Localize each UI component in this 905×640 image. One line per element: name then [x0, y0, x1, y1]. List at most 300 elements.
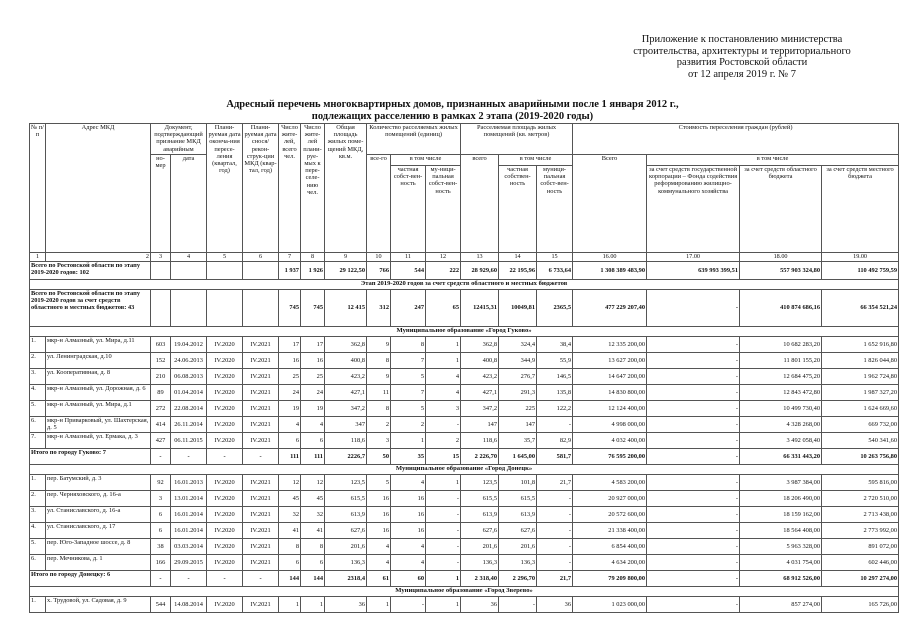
header-area-resettled: Расселяемая площадь жилых помещений (кв. метров)	[461, 124, 573, 155]
row-value: 324,4	[499, 337, 537, 353]
row-value: 29 122,50	[325, 262, 367, 280]
row-value	[243, 262, 279, 280]
row-value: 627,6	[461, 523, 499, 539]
row-value: 4 634 200,00	[573, 555, 647, 571]
row-value: 201,6	[325, 539, 367, 555]
row-value: 201,6	[499, 539, 537, 555]
row-value: 118,6	[461, 433, 499, 449]
row-value: 6	[151, 523, 171, 539]
row-value: 222	[426, 262, 461, 280]
row-value: 35	[391, 449, 426, 465]
row-value: IV.2020	[207, 555, 243, 571]
table-row	[30, 417, 899, 433]
header-row	[30, 155, 899, 166]
row-value: 118,6	[325, 433, 367, 449]
header-area-incl: в том числе	[499, 155, 573, 166]
municipality-title-row	[30, 327, 899, 337]
row-value: 17	[279, 337, 301, 353]
appendix-note	[617, 34, 867, 80]
row-value: 29.09.2015	[171, 555, 207, 571]
row-value: 17	[301, 337, 325, 353]
row-value: 581,7	[537, 449, 573, 465]
row-value: 110 492 759,59	[822, 262, 899, 280]
row-value: -	[647, 337, 740, 353]
row-value: 603	[151, 337, 171, 353]
row-number: 1.	[30, 597, 46, 613]
row-value: 347	[325, 417, 367, 433]
row-value: IV.2021	[243, 507, 279, 523]
row-value: 10049,81	[499, 290, 537, 327]
row-value: 414	[151, 417, 171, 433]
row-value: 4	[391, 539, 426, 555]
row-value: 6 733,64	[537, 262, 573, 280]
row-value: 66 354 521,24	[822, 290, 899, 327]
row-value	[171, 262, 207, 280]
row-value: 477 229 207,40	[573, 290, 647, 327]
row-value: -	[151, 571, 171, 587]
row-value: 400,8	[325, 353, 367, 369]
row-value: -	[647, 475, 740, 491]
header-fund: за счет средств государственной корпорации – Фонда содействия реформированию жилищно-коммунального хозяйства	[647, 166, 740, 253]
row-value: 26.11.2014	[171, 417, 207, 433]
row-value: 3	[367, 433, 391, 449]
column-number: 12	[426, 253, 461, 262]
row-value: 92	[151, 475, 171, 491]
row-value: IV.2020	[207, 337, 243, 353]
row-value: IV.2020	[207, 353, 243, 369]
row-value: 12	[301, 475, 325, 491]
row-value: -	[647, 523, 740, 539]
row-value: 2 296,70	[499, 571, 537, 587]
row-value: 4	[426, 385, 461, 401]
row-value: 544	[151, 597, 171, 613]
row-value: 344,9	[499, 353, 537, 369]
row-value: 745	[301, 290, 325, 327]
row-value: 7	[391, 353, 426, 369]
row-value: 1 937	[279, 262, 301, 280]
subtotal-row	[30, 449, 899, 465]
row-value: -	[426, 555, 461, 571]
header-residents-total: Число жите-лей, всего чел.	[279, 124, 301, 253]
row-value: 669 732,00	[822, 417, 899, 433]
row-value: 613,9	[461, 507, 499, 523]
row-value: 122,2	[537, 401, 573, 417]
row-value: 24.06.2013	[171, 353, 207, 369]
row-address: ул. Кооперативная, д. 8	[46, 369, 151, 385]
row-value	[243, 290, 279, 327]
row-value: 2 773 992,00	[822, 523, 899, 539]
row-value: 4	[426, 369, 461, 385]
row-value: -	[647, 385, 740, 401]
row-value: -	[647, 571, 740, 587]
table-row	[30, 555, 899, 571]
row-value: 1 023 000,00	[573, 597, 647, 613]
row-value: 19	[279, 401, 301, 417]
row-address: ул. Станиславского, д. 16-а	[46, 507, 151, 523]
row-value: 35,7	[499, 433, 537, 449]
section-title: Муниципальное образование «Город Донецк»	[30, 465, 899, 475]
row-value: 166	[151, 555, 171, 571]
table-row	[30, 507, 899, 523]
row-value: 247	[391, 290, 426, 327]
row-value: 16.01.2014	[171, 523, 207, 539]
row-value: 6	[301, 555, 325, 571]
table-row	[30, 539, 899, 555]
row-value: -	[537, 507, 573, 523]
row-value: 5	[391, 401, 426, 417]
row-value: 22 195,96	[499, 262, 537, 280]
stage-title-row	[30, 280, 899, 290]
row-value: IV.2020	[207, 507, 243, 523]
row-value: IV.2021	[243, 369, 279, 385]
header-cost-total: Всего	[573, 155, 647, 253]
row-value: 312	[367, 290, 391, 327]
row-value: IV.2021	[243, 417, 279, 433]
row-value: 36	[461, 597, 499, 613]
row-value: 28 929,60	[461, 262, 499, 280]
row-value: 165 726,00	[822, 597, 899, 613]
table-row	[30, 369, 899, 385]
table-row	[30, 523, 899, 539]
row-value: IV.2020	[207, 401, 243, 417]
section-title: Муниципальное образование «Город Зверево»	[30, 587, 899, 597]
row-value: 5 963 328,00	[740, 539, 822, 555]
row-value: IV.2021	[243, 539, 279, 555]
row-value: 766	[367, 262, 391, 280]
row-value: 111	[301, 449, 325, 465]
row-value: IV.2021	[243, 491, 279, 507]
row-value: 362,8	[461, 337, 499, 353]
row-value: 2318,4	[325, 571, 367, 587]
row-value: 2	[426, 433, 461, 449]
row-value: 16	[391, 523, 426, 539]
row-value: 146,5	[537, 369, 573, 385]
row-number: 7.	[30, 433, 46, 449]
column-number: 13	[461, 253, 499, 262]
header-area-total: всего	[461, 155, 499, 253]
row-value: 4	[301, 417, 325, 433]
row-value: IV.2021	[243, 555, 279, 571]
row-value: IV.2020	[207, 491, 243, 507]
row-value: 2 720 510,00	[822, 491, 899, 507]
row-address: мкр-н Алмазный, ул. Мира, д.11	[46, 337, 151, 353]
row-value: -	[207, 449, 243, 465]
row-address: мкр-н Алмазный, ул. Мира, д.1	[46, 401, 151, 417]
row-value: 1 826 044,80	[822, 353, 899, 369]
row-value: -	[243, 571, 279, 587]
row-value: 276,7	[499, 369, 537, 385]
appendix-line: от 12 апреля 2019 г. № 7	[687, 68, 797, 80]
row-value: 12415,31	[461, 290, 499, 327]
row-value: 06.11.2015	[171, 433, 207, 449]
row-value: 16	[367, 491, 391, 507]
row-value: 891 072,00	[822, 539, 899, 555]
row-value: 101,8	[499, 475, 537, 491]
row-value	[171, 290, 207, 327]
row-value: 1	[367, 597, 391, 613]
row-value: 60	[391, 571, 426, 587]
column-number: 10	[367, 253, 391, 262]
row-value: 16	[301, 353, 325, 369]
row-value: 3 987 384,00	[740, 475, 822, 491]
row-value	[207, 262, 243, 280]
row-value: 41	[301, 523, 325, 539]
row-value: IV.2021	[243, 353, 279, 369]
row-value: 16	[391, 507, 426, 523]
row-value: 32	[301, 507, 325, 523]
row-value: IV.2021	[243, 337, 279, 353]
row-value: 10 682 283,20	[740, 337, 822, 353]
row-value: 21,7	[537, 571, 573, 587]
row-value: 8	[301, 539, 325, 555]
row-value: 4	[279, 417, 301, 433]
row-value: 5	[367, 475, 391, 491]
table-row	[30, 401, 899, 417]
row-value: 1	[301, 597, 325, 613]
row-value: IV.2020	[207, 597, 243, 613]
row-value: -	[647, 417, 740, 433]
row-value: 347,2	[325, 401, 367, 417]
column-number: 2	[46, 253, 151, 262]
row-value: 14 830 800,00	[573, 385, 647, 401]
row-value: 201,6	[461, 539, 499, 555]
row-value: 857 274,00	[740, 597, 822, 613]
row-value: 55,9	[537, 353, 573, 369]
row-value: 13 627 200,00	[573, 353, 647, 369]
row-value: 19.04.2012	[171, 337, 207, 353]
row-value: 362,8	[325, 337, 367, 353]
row-value: 111	[279, 449, 301, 465]
row-address: ул. Станиславского, д. 17	[46, 523, 151, 539]
row-value: IV.2020	[207, 523, 243, 539]
table-row	[30, 491, 899, 507]
header-municipal: му-ници-пальная собст-вен-ность	[426, 166, 461, 253]
table-row	[30, 385, 899, 401]
row-value: 7	[391, 385, 426, 401]
column-number: 5	[207, 253, 243, 262]
row-number: 4.	[30, 385, 46, 401]
column-number: 14	[499, 253, 537, 262]
row-value: 1 645,00	[499, 449, 537, 465]
column-number: 18.00	[740, 253, 822, 262]
row-value: 1	[426, 475, 461, 491]
row-value: 410 874 686,16	[740, 290, 822, 327]
header-residents-planned: Число жите-лей плани-руе-мых к пере-селе-нию чел.	[301, 124, 325, 253]
row-address: ул. Ленинградская, д.10	[46, 353, 151, 369]
row-value: IV.2020	[207, 539, 243, 555]
row-address: мкр-н Алмазный, ул. Дорожная, д. 6	[46, 385, 151, 401]
row-value: 144	[279, 571, 301, 587]
row-value: 12 124 400,00	[573, 401, 647, 417]
column-number: 6	[243, 253, 279, 262]
row-value: 1 987 327,20	[822, 385, 899, 401]
row-value: 8	[279, 539, 301, 555]
row-value: 18 159 162,00	[740, 507, 822, 523]
row-label: Всего по Ростовской области по этапу 2019-2020 годов за счет средств областного и местных бюджетов: 43	[30, 290, 151, 327]
row-value: 36	[325, 597, 367, 613]
row-value: 14.08.2014	[171, 597, 207, 613]
row-value: 25	[301, 369, 325, 385]
row-value: -	[647, 401, 740, 417]
row-value: 1 624 669,60	[822, 401, 899, 417]
row-value: 12 843 472,80	[740, 385, 822, 401]
column-number: 4	[171, 253, 207, 262]
document-title: Адресный перечень многоквартирных домов, признанных аварийными после 1 января 2012 г.,	[226, 99, 679, 110]
row-value: 12 684 475,20	[740, 369, 822, 385]
row-value: 427	[151, 433, 171, 449]
column-number: 19.00	[822, 253, 899, 262]
row-value: IV.2021	[243, 385, 279, 401]
row-value: 18 206 490,00	[740, 491, 822, 507]
row-value: 1 962 724,80	[822, 369, 899, 385]
row-value: 4	[391, 555, 426, 571]
row-number: 1.	[30, 337, 46, 353]
row-value: 400,8	[461, 353, 499, 369]
row-value: 10 499 730,40	[740, 401, 822, 417]
row-value: 615,5	[325, 491, 367, 507]
row-number: 2.	[30, 353, 46, 369]
row-value: 6	[279, 555, 301, 571]
row-value: 36	[537, 597, 573, 613]
row-value: -	[499, 597, 537, 613]
row-value: 427,1	[325, 385, 367, 401]
row-value: 544	[391, 262, 426, 280]
column-number: 7	[279, 253, 301, 262]
header-area: Общая площадь жилых поме-щений МКД, кв.м.	[325, 124, 367, 253]
row-value: 3	[151, 491, 171, 507]
row-value: 20 927 000,00	[573, 491, 647, 507]
row-value: 13.01.2014	[171, 491, 207, 507]
row-value: -	[426, 539, 461, 555]
row-value: IV.2020	[207, 475, 243, 491]
appendix-line: развития Ростовской области	[676, 57, 808, 68]
row-value: 423,2	[325, 369, 367, 385]
row-value: -	[647, 507, 740, 523]
row-number: 5.	[30, 401, 46, 417]
column-number-row	[30, 253, 899, 262]
row-value: 12 335 200,00	[573, 337, 647, 353]
row-address: пер. Мечникова, д. 1	[46, 555, 151, 571]
appendix-line: Приложение к постановлению министерства	[641, 34, 843, 45]
grand-total-row	[30, 262, 899, 280]
table-row	[30, 597, 899, 613]
section-title: Муниципальное образование «Город Гуково»	[30, 327, 899, 337]
row-value: 627,6	[499, 523, 537, 539]
row-value: -	[537, 555, 573, 571]
row-value: 2365,5	[537, 290, 573, 327]
row-value: 32	[279, 507, 301, 523]
row-value	[207, 290, 243, 327]
column-number: 16.00	[573, 253, 647, 262]
column-number: 3	[151, 253, 171, 262]
column-number: 11	[391, 253, 426, 262]
row-value: 2	[367, 417, 391, 433]
row-value: -	[171, 449, 207, 465]
row-value: 595 816,00	[822, 475, 899, 491]
header-regional: за счет средств областного бюджета	[740, 166, 822, 253]
row-address: мкр-н Алмазный, ул. Ермака, д. 3	[46, 433, 151, 449]
header-cost: Стоимость переселения граждан (рублей)	[573, 124, 899, 155]
appendix-line: строительства, архитектуры и территориального	[633, 45, 851, 57]
row-value: 45	[301, 491, 325, 507]
row-value	[151, 262, 171, 280]
row-value: 540 341,60	[822, 433, 899, 449]
row-address: пер. Черняховского, д. 16-а	[46, 491, 151, 507]
row-value: 41	[279, 523, 301, 539]
row-value: 89	[151, 385, 171, 401]
row-label: Итого по городу Гуково: 7	[30, 449, 151, 465]
row-number: 2.	[30, 491, 46, 507]
row-value: IV.2021	[243, 597, 279, 613]
row-value: 9	[367, 369, 391, 385]
row-value: -	[647, 369, 740, 385]
row-value: 16	[367, 523, 391, 539]
row-value: 4 032 400,00	[573, 433, 647, 449]
header-resettle: Плани-руемая дата оконча-ния пересе-ления (квартал, год)	[207, 124, 243, 253]
municipality-title-row	[30, 587, 899, 597]
row-value: 4 583 200,00	[573, 475, 647, 491]
header-demolish: Плани-руемая дата снося/ рекон-струк-ции МКД (квар-тал, год)	[243, 124, 279, 253]
header-doc-date: дата	[171, 155, 207, 253]
row-value: 06.08.2013	[171, 369, 207, 385]
header-municipal-area: муници-пальная собст-вен-ность	[537, 166, 573, 253]
row-address: х. Трудовой, ул. Садовая, д. 9	[46, 597, 151, 613]
row-value: 639 993 399,51	[647, 262, 740, 280]
row-value: 16.01.2013	[171, 475, 207, 491]
column-number: 8	[301, 253, 325, 262]
row-value: 65	[426, 290, 461, 327]
row-value: 2 226,70	[461, 449, 499, 465]
row-number: 6.	[30, 417, 46, 433]
row-value: 602 446,00	[822, 555, 899, 571]
row-value: -	[151, 449, 171, 465]
row-address: мкр-н Приварковый, ул. Шахтерская, д. 5	[46, 417, 151, 433]
row-value: IV.2021	[243, 433, 279, 449]
header-count: Количество расселяемых жилых помещений (единиц)	[367, 124, 461, 155]
row-value: 2226,7	[325, 449, 367, 465]
row-value: 144	[301, 571, 325, 587]
row-value: 8	[391, 337, 426, 353]
row-value: 16.01.2014	[171, 507, 207, 523]
row-value: 1	[426, 353, 461, 369]
row-value: -	[426, 507, 461, 523]
row-value: 38	[151, 539, 171, 555]
row-value: -	[647, 491, 740, 507]
row-number: 1.	[30, 475, 46, 491]
row-value: IV.2020	[207, 417, 243, 433]
row-value: 1	[426, 597, 461, 613]
column-number: 1	[30, 253, 46, 262]
header-row	[30, 124, 899, 155]
row-value: IV.2020	[207, 433, 243, 449]
row-value: 61	[367, 571, 391, 587]
row-value: 4	[367, 539, 391, 555]
table-row	[30, 433, 899, 449]
row-value: 2 713 438,00	[822, 507, 899, 523]
document-subtitle: подлежащих расселению в рамках 2 этапа (2019-2020 годы)	[311, 111, 594, 122]
row-value: -	[537, 417, 573, 433]
row-value: 50	[367, 449, 391, 465]
row-value: 14 647 200,00	[573, 369, 647, 385]
row-value: 210	[151, 369, 171, 385]
column-number: 9	[325, 253, 367, 262]
row-value: 147	[461, 417, 499, 433]
row-label: Итого по городу Донецку: 6	[30, 571, 151, 587]
row-value: 24	[301, 385, 325, 401]
row-value: 24	[279, 385, 301, 401]
row-value: 6 854 400,00	[573, 539, 647, 555]
row-value: 11	[367, 385, 391, 401]
